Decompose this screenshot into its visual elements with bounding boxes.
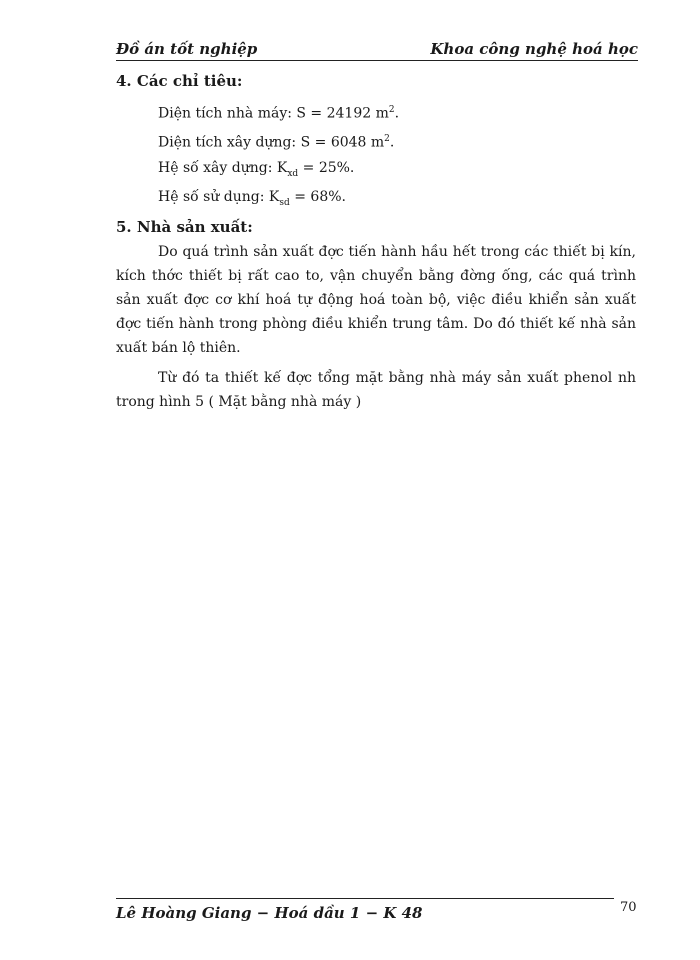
header-left-title: Đồ án tốt nghiệp xyxy=(116,40,258,58)
footer-divider xyxy=(116,898,614,899)
spec-plant-area-label: Diện tích nhà máy: S = 24192 m xyxy=(158,105,389,122)
header-right-title: Khoa công nghệ hoá học xyxy=(430,40,638,58)
section-5-paragraph-1: Do quá trình sản xuất đợc tiến hành hầu hết trong các thiết bị kín, kích thớc thiết bị rất cao to, vận chuyển bằng đờng ống, các quá trình sản xuất đợc cơ khí hoá tự động hoá toàn bộ, việc điều khiển sản xuất đợc tiến hành trong phòng điều khiển trung tâm. Do đó thiết kế nhà sản xuất bán lộ thiên. xyxy=(116,244,636,356)
spec-building-coefficient-label: Hệ số xây dựng: K xyxy=(158,160,288,176)
spec-usage-coefficient xyxy=(116,183,636,212)
spec-usage-coefficient-subscript: sd xyxy=(279,197,290,208)
spec-plant-area-tail: . xyxy=(394,105,400,122)
page-header xyxy=(116,40,638,61)
spec-building-area-label: Diện tích xây dựng: S = 6048 m xyxy=(158,134,385,151)
document-body xyxy=(116,72,636,414)
spec-building-area-tail: . xyxy=(389,134,395,151)
spec-plant-area xyxy=(116,96,636,125)
section-5-heading: 5. Nhà sản xuất: xyxy=(116,218,253,236)
footer-author: Lê Hoàng Giang − Hoá dầu 1 − K 48 xyxy=(116,904,423,922)
spec-usage-coefficient-tail: = 68%. xyxy=(289,189,346,205)
spec-building-coefficient-subscript: xd xyxy=(287,168,299,179)
spec-building-area-exponent: 2 xyxy=(384,134,390,144)
spec-plant-area-exponent: 2 xyxy=(388,105,395,115)
spec-usage-coefficient-label: Hệ số sử dụng: K xyxy=(158,189,280,205)
spec-building-area xyxy=(116,125,636,154)
spec-building-coefficient xyxy=(116,154,636,183)
section-4-heading: 4. Các chỉ tiêu: xyxy=(116,72,243,90)
spec-building-coefficient-tail: = 25%. xyxy=(298,160,355,176)
section-5-paragraph-2: Từ đó ta thiết kế đợc tổng mặt bằng nhà máy sản xuất phenol nh trong hình 5 ( Mặt bằng nhà máy ) xyxy=(116,370,636,410)
page-number: 70 xyxy=(620,900,637,915)
